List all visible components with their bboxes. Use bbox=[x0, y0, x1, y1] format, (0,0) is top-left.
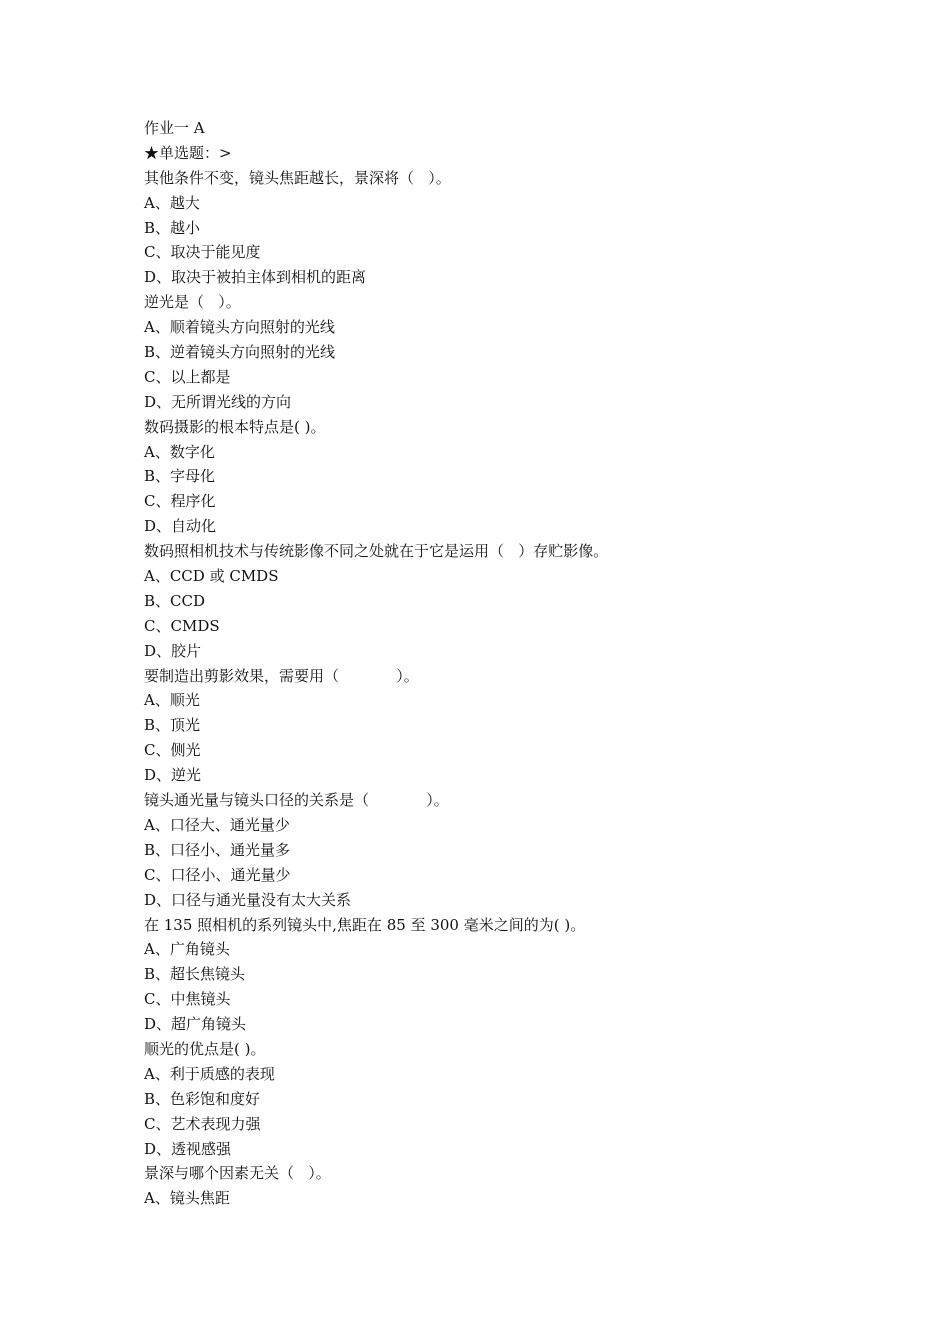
answer-option: B、越小 bbox=[144, 218, 201, 237]
question-stem: 在 135 照相机的系列镜头中,焦距在 85 至 300 毫米之间的为( )。 bbox=[144, 915, 586, 934]
answer-option: C、中焦镜头 bbox=[144, 990, 231, 1009]
question-stem: 其他条件不变，镜头焦距越长，景深将（ ）。 bbox=[144, 168, 451, 187]
question-stem: 逆光是（ ）。 bbox=[144, 293, 241, 312]
answer-option: C、取决于能见度 bbox=[144, 243, 261, 262]
answer-option: A、镜头焦距 bbox=[144, 1189, 230, 1208]
question-stem: 顺光的优点是( )。 bbox=[144, 1039, 266, 1058]
answer-option: D、取决于被拍主体到相机的距离 bbox=[144, 268, 367, 287]
question-stem: 镜头通光量与镜头口径的关系是（ ）。 bbox=[144, 791, 449, 810]
answer-option: A、数字化 bbox=[144, 442, 215, 461]
answer-option: A、利于质感的表现 bbox=[144, 1064, 275, 1083]
answer-option: B、超长焦镜头 bbox=[144, 965, 246, 984]
question-stem: 要制造出剪影效果，需要用（ ）。 bbox=[144, 666, 419, 685]
answer-option: A、顺着镜头方向照射的光线 bbox=[144, 318, 335, 337]
document-body bbox=[144, 116, 844, 1211]
answer-option: D、胶片 bbox=[144, 641, 202, 660]
answer-option: B、色彩饱和度好 bbox=[144, 1089, 261, 1108]
document-title: 作业一 A bbox=[144, 119, 205, 137]
answer-option: A、顺光 bbox=[144, 691, 200, 710]
answer-option: D、逆光 bbox=[144, 766, 202, 785]
answer-option: C、艺术表现力强 bbox=[144, 1114, 261, 1133]
question-stem: 数码摄影的根本特点是( )。 bbox=[144, 417, 326, 436]
answer-option: A、广角镜头 bbox=[144, 940, 230, 959]
answer-option: C、以上都是 bbox=[144, 367, 231, 386]
answer-option: D、透视感强 bbox=[144, 1139, 232, 1158]
answer-option: A、越大 bbox=[144, 193, 200, 212]
answer-option: D、超广角镜头 bbox=[144, 1015, 247, 1034]
answer-option: D、无所谓光线的方向 bbox=[144, 392, 292, 411]
answer-option: C、侧光 bbox=[144, 741, 201, 760]
answer-option: D、自动化 bbox=[144, 517, 217, 536]
answer-option: B、顶光 bbox=[144, 716, 201, 735]
answer-option: C、程序化 bbox=[144, 492, 216, 511]
answer-option: B、CCD bbox=[144, 591, 206, 610]
answer-option: A、口径大、通光量少 bbox=[144, 815, 290, 834]
answer-option: C、CMDS bbox=[144, 616, 220, 635]
answer-option: B、字母化 bbox=[144, 467, 216, 486]
answer-option: D、口径与通光量没有太大关系 bbox=[144, 890, 352, 909]
section-heading: ★单选题：> bbox=[144, 143, 232, 162]
question-stem: 景深与哪个因素无关（ ）。 bbox=[144, 1164, 331, 1183]
question-list bbox=[144, 166, 844, 1211]
question-stem: 数码照相机技术与传统影像不同之处就在于它是运用（ ）存贮影像。 bbox=[144, 542, 609, 561]
answer-option: C、口径小、通光量少 bbox=[144, 865, 291, 884]
answer-option: A、CCD 或 CMDS bbox=[144, 567, 279, 586]
answer-option: B、逆着镜头方向照射的光线 bbox=[144, 343, 336, 362]
answer-option: B、口径小、通光量多 bbox=[144, 840, 291, 859]
